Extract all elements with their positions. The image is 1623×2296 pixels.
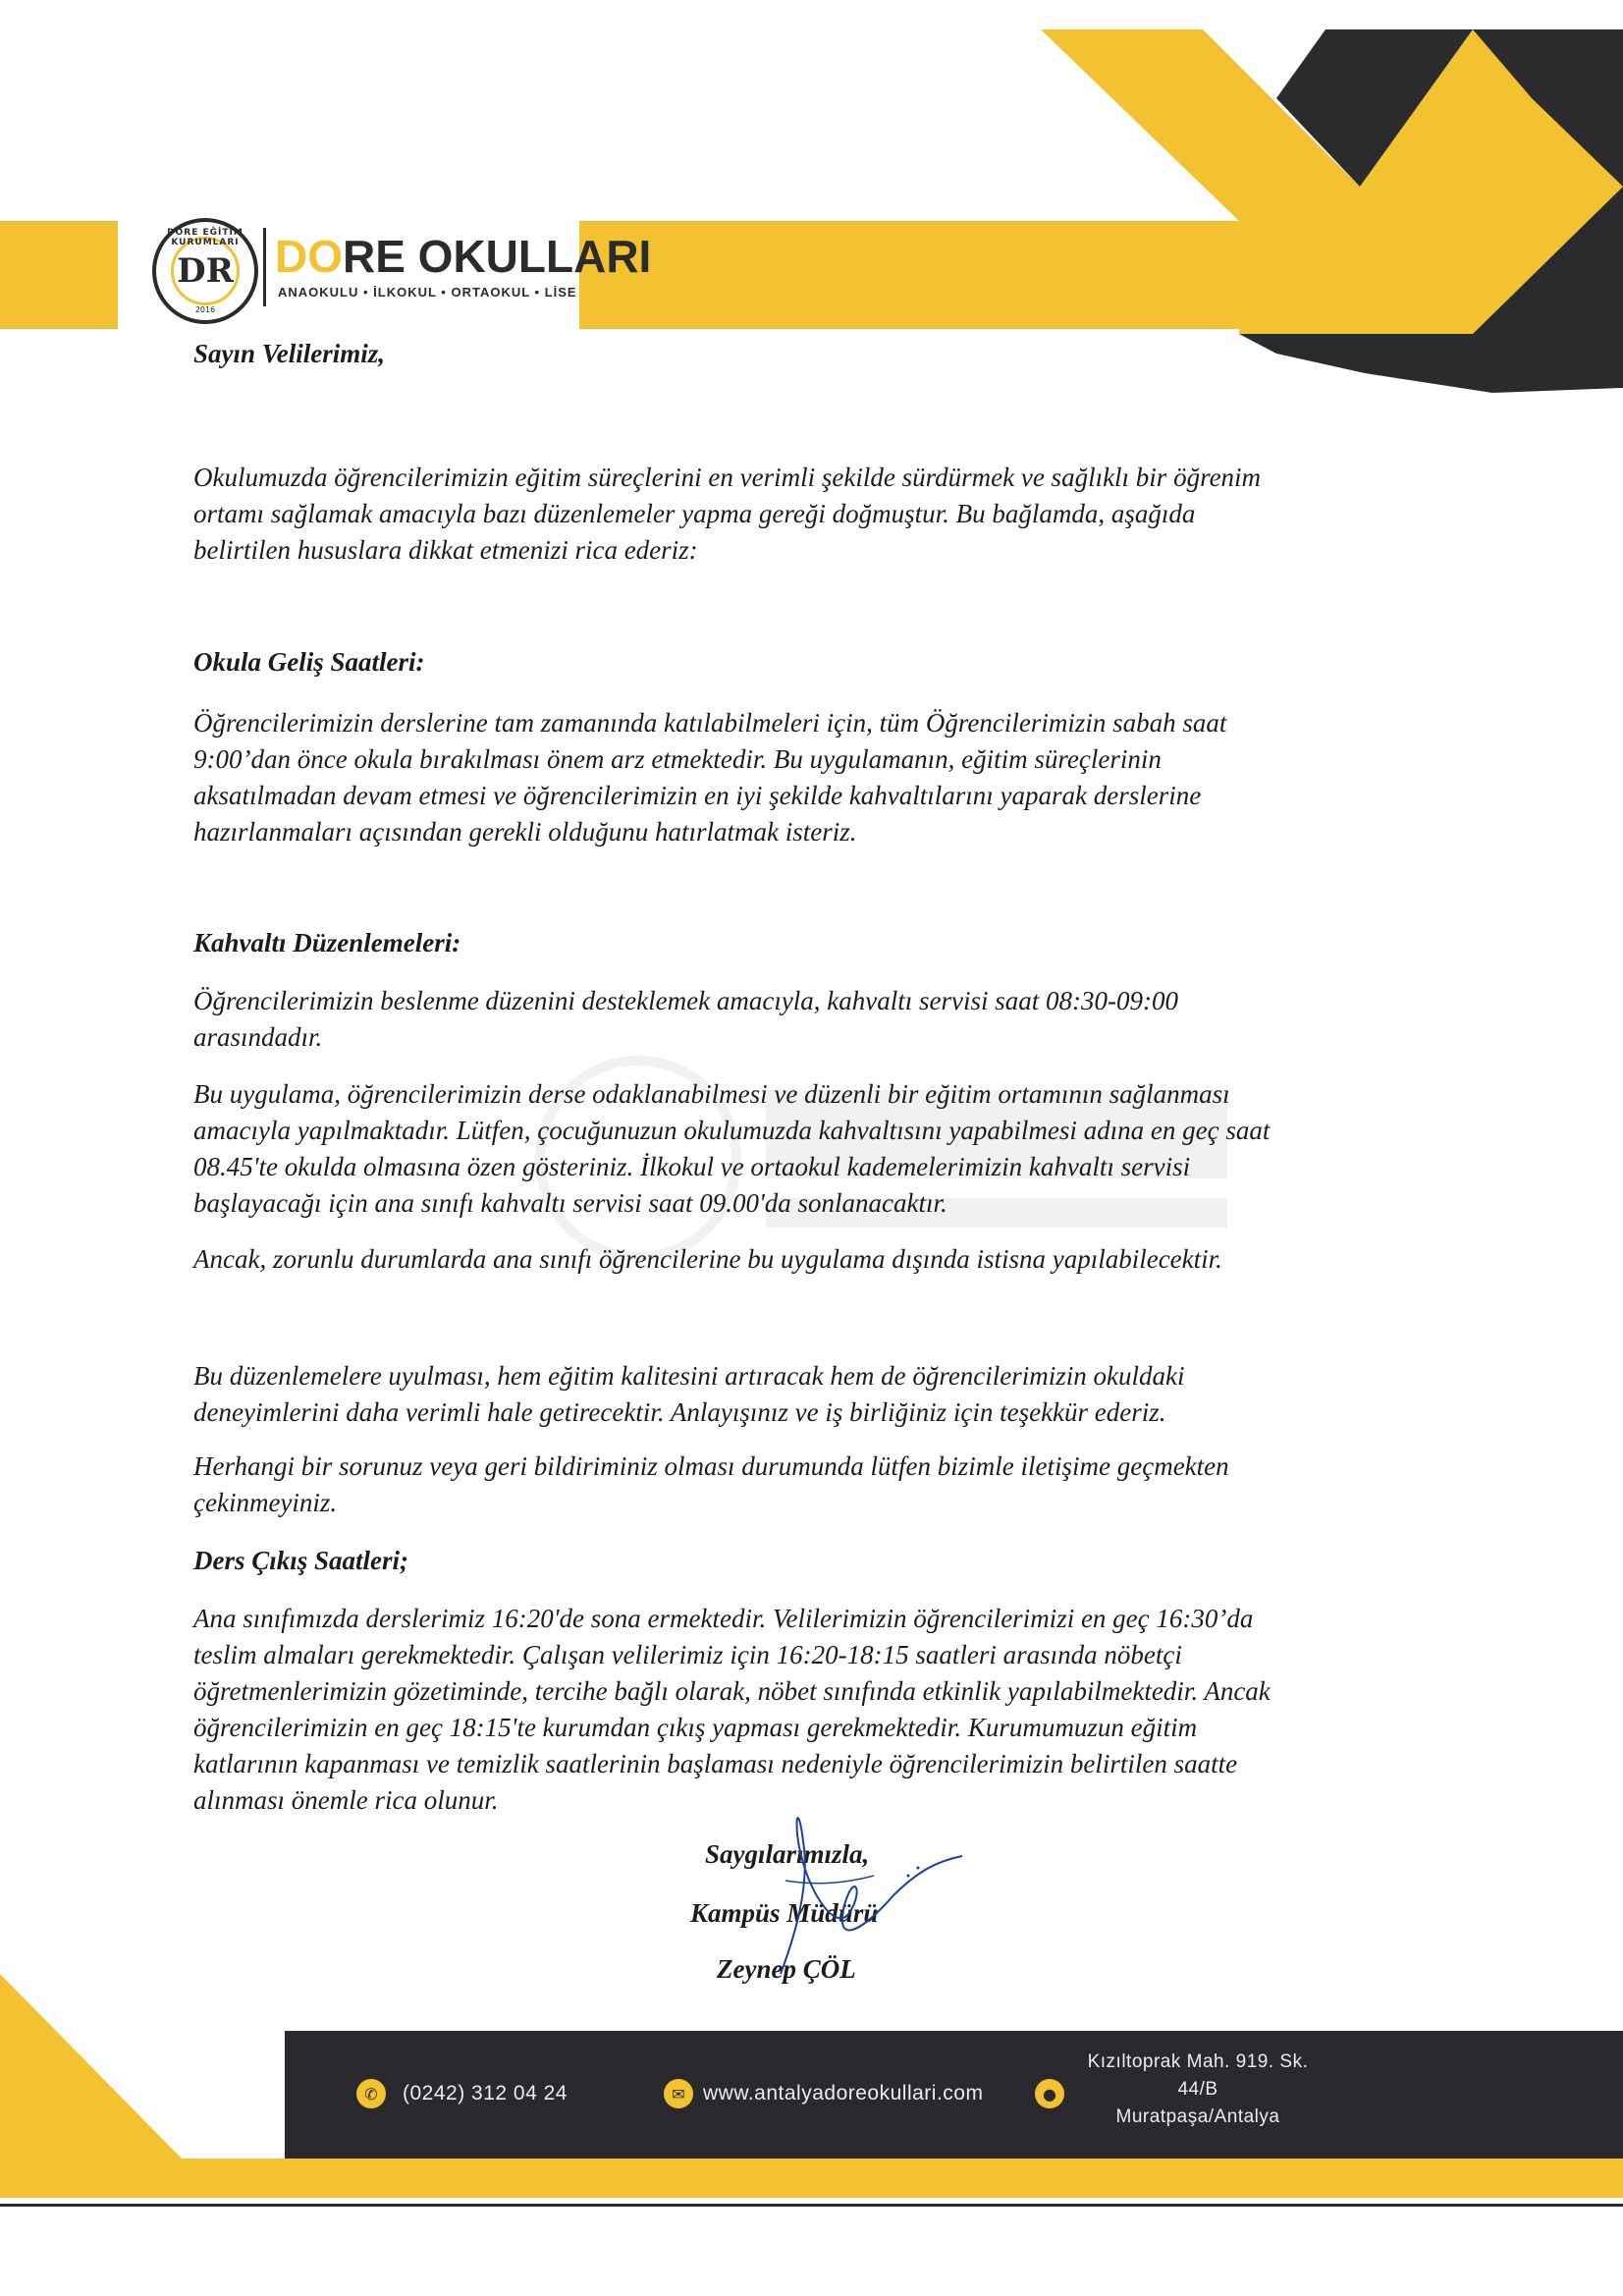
address-line: 44/B bbox=[1177, 2079, 1218, 2100]
sign-title: Kampüs Müdürü bbox=[690, 1898, 879, 1928]
location-pin-icon: ● bbox=[1035, 2079, 1064, 2108]
breakfast-line: 08.45'te okulda olmasına özen gösteriniz. İlkokul ve ortaokul kademelerimizin kahvaltı servisi bbox=[193, 1152, 1191, 1181]
closing-line: çekinmeyiniz. bbox=[193, 1488, 338, 1517]
footer-website[interactable]: www.antalyadoreokullari.com bbox=[703, 2082, 984, 2105]
dismissal-heading: Ders Çıkış Saatleri; bbox=[193, 1546, 409, 1575]
arrival-line: Öğrencilerimizin derslerine tam zamanında katılabilmeleri için, tüm Öğrencilerimizin sabah saat bbox=[193, 708, 1227, 738]
brand-subtitle: ANAOKULU • İLKOKUL • ORTAOKUL • LİSE bbox=[278, 285, 577, 300]
closing-line: deneyimlerini daha verimli hale getirecektir. Anlayışınız ve iş birliğiniz için teşekkür ederiz. bbox=[193, 1397, 1166, 1427]
address-line: Kızıltoprak Mah. 919. Sk. bbox=[1087, 2051, 1309, 2072]
breakfast-exception: Ancak, zorunlu durumlarda ana sınıfı öğrencilerine bu uygulama dışında istisna yapılabilecektir. bbox=[193, 1244, 1222, 1274]
address-line: Muratpaşa/Antalya bbox=[1115, 2106, 1280, 2127]
breakfast-heading: Kahvaltı Düzenlemeleri: bbox=[193, 928, 461, 957]
logo-divider bbox=[263, 228, 266, 306]
dismissal-line: Ana sınıfımızda derslerimiz 16:20'de sona ermektedir. Velilerimizin öğrencilerimizi en geç 16:30’da bbox=[193, 1604, 1254, 1633]
intro-line: belirtilen hususlara dikkat etmenizi rica ederiz: bbox=[193, 535, 698, 565]
arrival-line: aksatılmadan devam etmesi ve öğrencilerimizin en iyi şekilde kahvaltılarını yaparak derslerine bbox=[193, 781, 1202, 810]
dismissal-line: teslim almaları gerekmektedir. Çalışan velilerimiz için 16:20-18:15 saatleri arasında nöbetçi bbox=[193, 1640, 1182, 1669]
brand-name-accent: DO bbox=[275, 231, 343, 282]
breakfast-line: Bu uygulama, öğrencilerimizin derse odaklanabilmesi ve düzenli bir eğitim ortamının sağlanması bbox=[193, 1079, 1230, 1109]
closing-line: Herhangi bir sorunuz veya geri bildiriminiz olması durumunda lütfen bizimle iletişime geçmekten bbox=[193, 1451, 1229, 1481]
footer-address bbox=[1070, 2049, 1325, 2131]
brand-name bbox=[275, 232, 651, 281]
seal-year: 2016 bbox=[194, 305, 216, 314]
school-seal-logo bbox=[152, 218, 258, 324]
closing-line: Bu düzenlemelere uyulması, hem eğitim kalitesini artıracak hem de öğrencilerimizin okuldaki bbox=[193, 1361, 1185, 1391]
phone-icon: ✆ bbox=[356, 2079, 386, 2108]
arrival-heading: Okula Geliş Saatleri: bbox=[193, 647, 425, 677]
breakfast-line: amacıyla yapılmaktadır. Lütfen, çocuğunuzun okulumuzda kahvaltısını yapabilmesi adına en geç saat bbox=[193, 1116, 1271, 1145]
dismissal-line: katlarının kapanması ve temizlik saatlerinin başlaması nedeniyle öğrencilerimizin belirtilen saatte bbox=[193, 1749, 1238, 1778]
dismissal-line: öğrencilerimizin en geç 18:15'te kurumdan çıkış yapması gerekmektedir. Kurumumuzun eğitim bbox=[193, 1713, 1198, 1742]
footer-phone[interactable]: (0242) 312 04 24 bbox=[403, 2082, 568, 2105]
breakfast-line: arasındadır. bbox=[193, 1022, 323, 1052]
signature bbox=[687, 1787, 982, 1984]
brand-name-rest: RE OKULLARI bbox=[343, 231, 652, 282]
dismissal-line: alınması önemle rica olunur. bbox=[193, 1785, 499, 1815]
arrival-line: hazırlanmaları açısından gerekli olduğunu hatırlatmak isteriz. bbox=[193, 817, 857, 847]
greeting: Sayın Velilerimiz, bbox=[193, 339, 386, 368]
intro-line: ortamı sağlamak amacıyla bazı düzenlemeler yapma gereği doğmuştur. Bu bağlamda, aşağıda bbox=[193, 499, 1196, 528]
sign-off: Saygılarımızla, bbox=[705, 1839, 870, 1869]
breakfast-line: başlayacağı için ana sınıfı kahvaltı servisi saat 09.00'da sonlanacaktır. bbox=[193, 1188, 947, 1218]
seal-initials: DR bbox=[171, 237, 240, 305]
sign-name: Zeynep ÇÖL bbox=[717, 1954, 856, 1984]
breakfast-line: Öğrencilerimizin beslenme düzenini desteklemek amacıyla, kahvaltı servisi saat 08:30-09:00 bbox=[193, 986, 1179, 1015]
arrival-line: 9:00’dan önce okula bırakılması önem arz etmektedir. Bu uygulamanın, eğitim süreçlerinin bbox=[193, 744, 1162, 774]
dismissal-line: öğretmenlerimizin gözetiminde, tercihe bağlı olarak, nöbet sınıfında etkinlik yapılabilmektedir. Ancak bbox=[193, 1676, 1271, 1706]
mail-icon: ✉ bbox=[664, 2079, 693, 2108]
intro-line: Okulumuzda öğrencilerimizin eğitim süreçlerini en verimli şekilde sürdürmek ve sağlıklı bir öğrenim bbox=[193, 463, 1262, 492]
seal-ring-text: DORE EĞİTİM KURUMLARI bbox=[167, 228, 243, 247]
